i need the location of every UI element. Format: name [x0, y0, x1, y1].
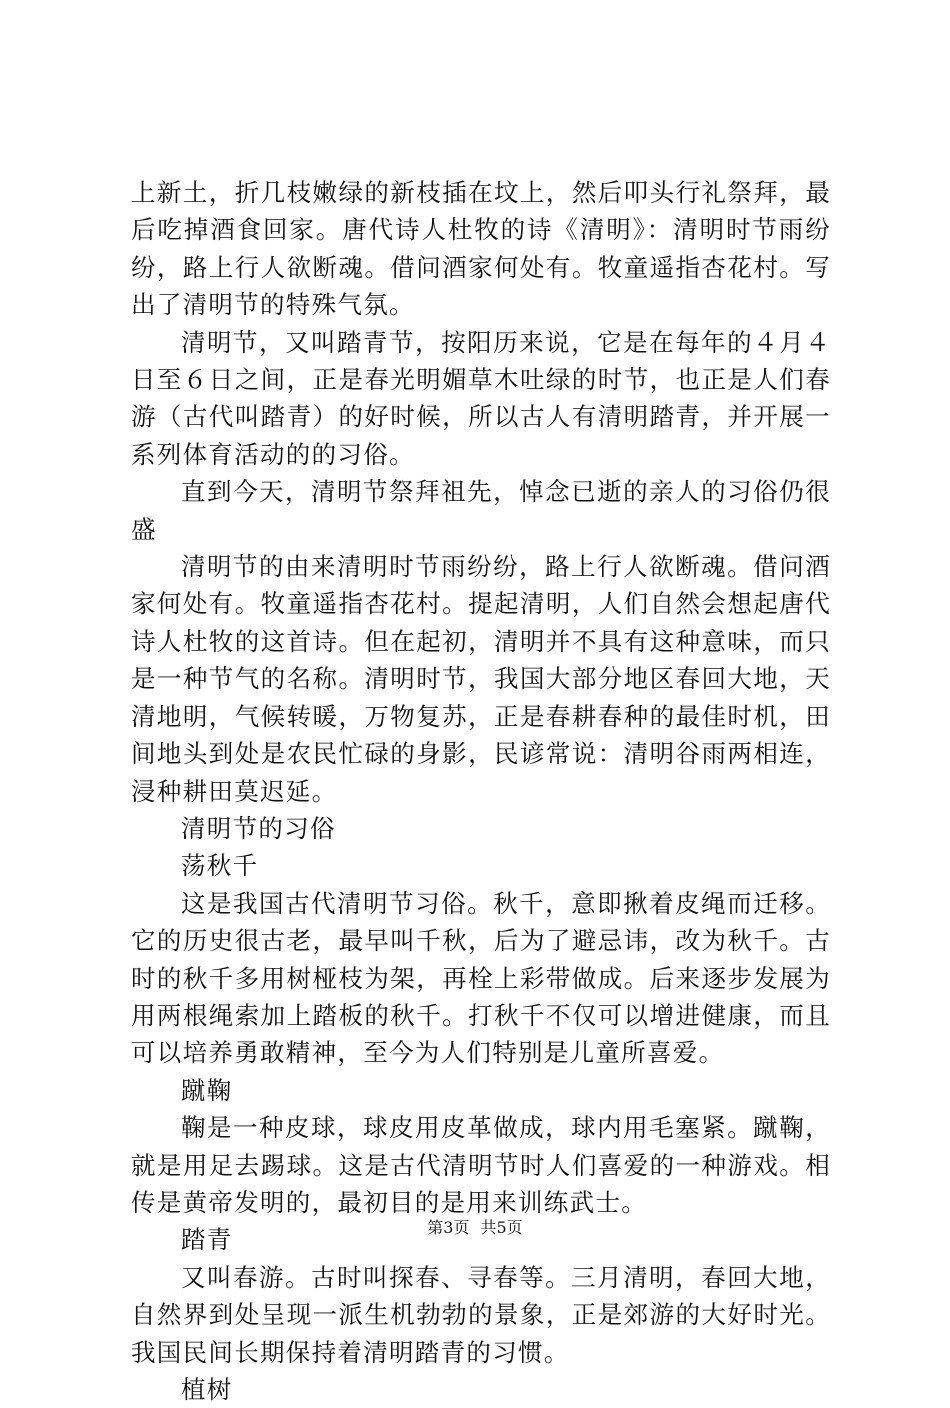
paragraph-continuation: 上新土，折几枝嫩绿的新枝插在坟上，然后叩头行礼祭拜，最后吃掉酒食回家。唐代诗人杜牧的诗《清明》：清明时节雨纷纷，路上行人欲断魂。借问酒家何处有。牧童遥指杏花村。写出了清明节的特殊气氛。	[131, 178, 831, 320]
subheading-cuju: 蹴鞠	[181, 1075, 233, 1105]
page-number: 第3页	[427, 1218, 470, 1237]
page-footer	[0, 1218, 950, 1238]
paragraph-qingming-tajing: 清明节，又叫踏青节，按阳历来说，它是在每年的４月４日至６日之间，正是春光明媚草木吐绿的时节，也正是人们春游（古代叫踏青）的好时候，所以古人有清明踏青，并开展一系列体育活动的的习俗。	[131, 327, 831, 469]
section-heading-customs: 清明节的习俗	[181, 813, 336, 843]
subheading-swing: 荡秋千	[181, 851, 259, 881]
subheading-outing: 踏青	[181, 1225, 233, 1255]
paragraph-outing: 又叫春游。古时叫探春、寻春等。三月清明，春回大地，自然界到处呈现一派生机勃勃的景象，正是郊游的大好时光。我国民间长期保持着清明踏青的习惯。	[131, 1262, 831, 1367]
page-total: 共5页	[480, 1218, 523, 1237]
paragraph-cuju: 鞠是一种皮球，球皮用皮革做成，球内用毛塞紧。蹴鞠，就是用足去踢球。这是古代清明节时人们喜爱的一种游戏。相传是黄帝发明的，最初目的是用来训练武士。	[131, 1113, 831, 1217]
subheading-tree-planting: 植树	[181, 1375, 233, 1404]
paragraph-swing: 这是我国古代清明节习俗。秋千，意即揪着皮绳而迁移。它的历史很古老，最早叫千秋，后为了避忌讳，改为秋千。古时的秋千多用树桠枝为架，再栓上彩带做成。后来逐步发展为用两根绳索加上踏板的秋千。打秋千不仅可以增进健康，而且可以培养勇敢精神，至今为人们特别是儿童所喜爱。	[131, 888, 831, 1068]
paragraph-custom-today: 直到今天，清明节祭拜祖先，悼念已逝的亲人的习俗仍很盛	[131, 477, 831, 544]
paragraph-origin: 清明节的由来清明时节雨纷纷，路上行人欲断魂。借问酒家何处有。牧童遥指杏花村。提起清明，人们自然会想起唐代诗人杜牧的这首诗。但在起初，清明并不具有这种意味，而只是一种节气的名称。清明时节，我国大部分地区春回大地，天清地明，气候转暖，万物复苏，正是春耕春种的最佳时机，田间地头到处是农民忙碌的身影，民谚常说：清明谷雨两相连，浸种耕田莫迟延。	[131, 552, 831, 806]
